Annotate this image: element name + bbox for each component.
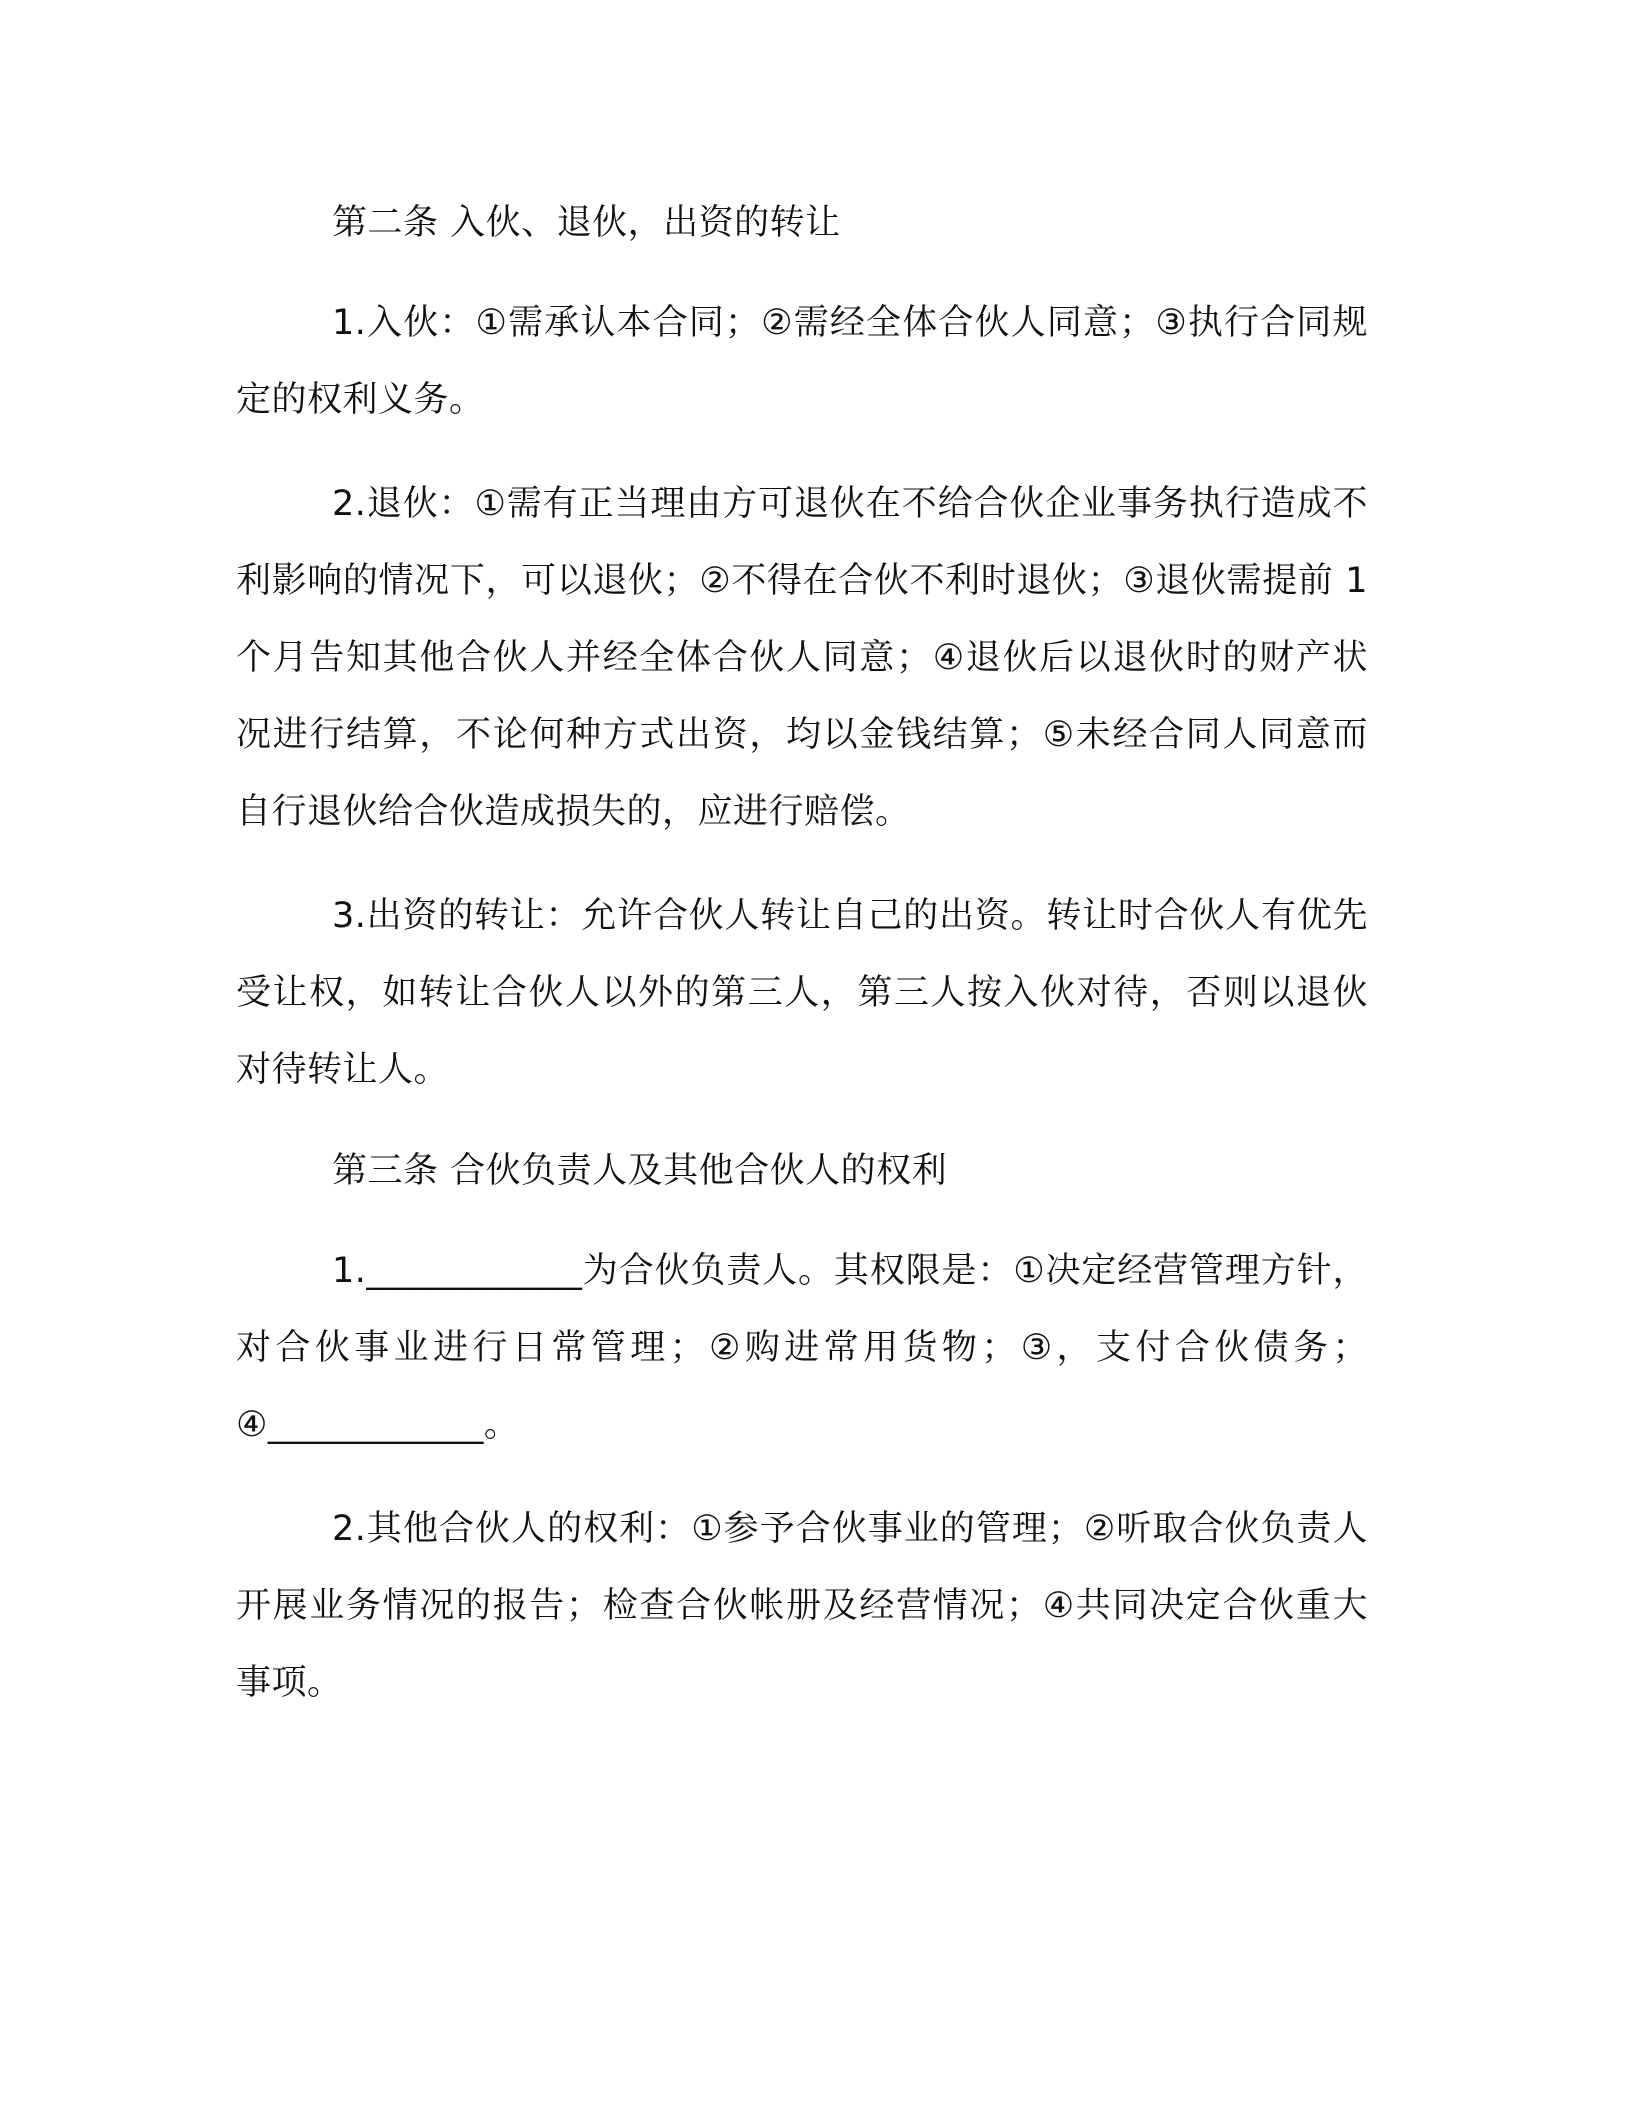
article-3-heading: 第三条 合伙负责人及其他合伙人的权利 [332,1151,948,1191]
partner-rights-clause: 2.其他合伙人的权利：①参予合伙事业的管理；②听取合伙负责人开展业务情况的报告；检查合伙帐册及经营情况；④共同决定合伙重大事项。 [236,1509,1368,1703]
article-2-heading: 第二条 入伙、退伙，出资的转让 [332,203,841,243]
manager-clause: 1.____________为合伙负责人。其权限是：①决定经营管理方针，对合伙事业进行日常管理；②购进常用货物；③，支付合伙债务；④____________。 [236,1251,1368,1445]
withdraw-clause: 2.退伙：①需有正当理由方可退伙在不给合伙企业事务执行造成不利影响的情况下，可以退伙；②不得在合伙不利时退伙；③退伙需提前 1 个月告知其他合伙人并经全体合伙人同意；④退伙后以退伙时的财产状况进行结算，不论何种方式出资，均以金钱结算；⑤未经合同人同意而自行退伙给合伙造成损失的，应进行赔偿。 [236,484,1368,832]
transfer-clause: 3.出资的转让：允许合伙人转让自己的出资。转让时合伙人有优先受让权，如转让合伙人以外的第三人，第三人按入伙对待，否则以退伙对待转让人。 [236,896,1368,1090]
document-body [236,188,1368,1749]
join-clause: 1.入伙：①需承认本合同；②需经全体合伙人同意；③执行合同规定的权利义务。 [236,303,1368,420]
